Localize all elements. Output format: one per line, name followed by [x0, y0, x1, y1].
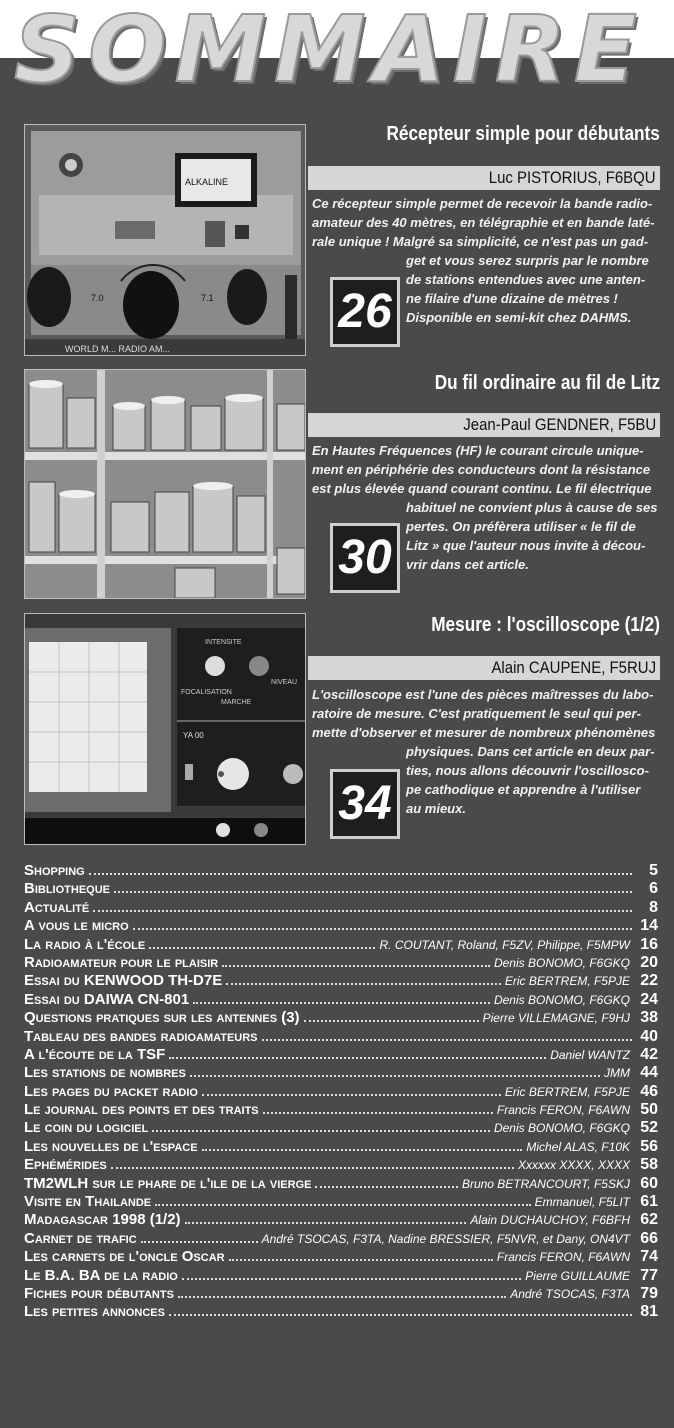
toc-dot-leader: [193, 1002, 490, 1004]
oscilloscope-photo: [24, 613, 306, 845]
toc-label[interactable]: TM2WLH sur le phare de l'ile de la vierge: [24, 1174, 312, 1192]
abstract-line: ratoire de mesure. C'est pratiquement le seul qui per-: [312, 706, 641, 721]
toc-dot-leader: [315, 1186, 457, 1188]
toc-label[interactable]: Questions pratiques sur les antennes (3): [24, 1009, 300, 1027]
toc-row[interactable]: [24, 880, 658, 898]
toc-page-number[interactable]: 81: [640, 1303, 658, 1321]
page-number-box[interactable]: 34: [330, 769, 400, 839]
toc-label[interactable]: Carnet de trafic: [24, 1229, 137, 1247]
author-bar: [308, 166, 660, 190]
toc-label[interactable]: Les carnets de l'oncle Oscar: [24, 1248, 225, 1266]
channel-label: YA 00: [183, 731, 204, 740]
toc-page-number[interactable]: 44: [640, 1064, 658, 1082]
toc-author: JMM: [604, 1066, 630, 1081]
dial-label-left: 7.0: [91, 293, 104, 303]
toc-row[interactable]: [24, 972, 658, 990]
abstract-line: amateur des 40 mètres, en télégraphie et en bande laté-: [312, 215, 655, 230]
toc-author: Eric BERTREM, F5PJE: [504, 974, 630, 989]
toc-dot-leader: [226, 983, 501, 985]
toc-label[interactable]: Les nouvelles de l'espace: [24, 1137, 198, 1155]
toc-dot-leader: [111, 1167, 514, 1169]
panel-label: WORLD M... RADIO AM...: [65, 344, 171, 354]
article-oscilloscope[interactable]: [24, 613, 660, 845]
toc-label[interactable]: Les stations de nombres: [24, 1064, 186, 1082]
toc-dot-leader: [152, 1130, 490, 1132]
toc-row[interactable]: [24, 1009, 658, 1027]
toc-row[interactable]: [24, 1064, 658, 1082]
toc-author: R. COUTANT, Roland, F5ZV, Philippe, F5MPW: [379, 937, 630, 952]
toc-author: Denis BONOMO, F6GKQ: [493, 1121, 630, 1136]
toc-row[interactable]: [24, 1046, 658, 1064]
abstract-line: habituel ne convient plus à cause de ses: [406, 500, 658, 515]
toc-dot-leader: [149, 947, 375, 949]
page-title: SOMMAIRE: [14, 2, 645, 98]
toc-label[interactable]: Shopping: [24, 862, 85, 879]
toc-author: Denis BONOMO, F6GKQ: [493, 955, 630, 970]
toc-row[interactable]: [24, 1028, 658, 1046]
page-number-box[interactable]: 26: [330, 277, 400, 347]
toc-label[interactable]: Les petites annonces: [24, 1303, 165, 1321]
page-number-box[interactable]: 30: [330, 523, 400, 593]
abstract-line: Disponible en semi-kit chez DAHMS.: [406, 310, 632, 325]
toc-label[interactable]: A vous le micro: [24, 917, 129, 935]
article-title: Récepteur simple pour débutants: [386, 123, 660, 145]
toc-author: André TSOCAS, F3TA, Nadine BRESSIER, F5NVR, et Dany, ON4VT: [261, 1231, 630, 1246]
table-of-contents: [24, 862, 658, 1322]
toc-row[interactable]: [24, 954, 658, 972]
toc-dot-leader: [202, 1094, 501, 1096]
toc-row[interactable]: [24, 1211, 658, 1229]
toc-page-number[interactable]: 66: [640, 1229, 658, 1247]
abstract-line: pe cathodique et apprendre à l'utiliser: [406, 782, 641, 797]
toc-row[interactable]: [24, 1138, 658, 1156]
abstract-line: Litz » que l'auteur nous invite à décou-: [406, 538, 646, 553]
power-label: MARCHE: [221, 699, 252, 706]
abstract-line: de stations entendues avec une anten-: [406, 272, 646, 287]
abstract-line: physiques. Dans cet article en deux par-: [406, 744, 655, 759]
toc-dot-leader: [262, 1039, 632, 1041]
toc-page-number[interactable]: 58: [640, 1156, 658, 1174]
toc-dot-leader: [229, 1259, 493, 1261]
toc-page-number[interactable]: 56: [640, 1137, 658, 1155]
toc-row[interactable]: [24, 917, 658, 935]
article-title: Du fil ordinaire au fil de Litz: [434, 372, 660, 394]
toc-label[interactable]: Bibliotheque: [24, 880, 111, 898]
wire-spools-photo: [24, 369, 306, 599]
article-author: Alain CAUPENE, F5RUJ: [491, 658, 656, 677]
article-author: Luc PISTORIUS, F6BQU: [489, 168, 656, 187]
level-label: NIVEAU: [271, 679, 298, 686]
toc-author: André TSOCAS, F3TA: [510, 1286, 630, 1301]
toc-row[interactable]: [24, 1230, 658, 1248]
toc-page-number[interactable]: 24: [640, 990, 658, 1008]
toc-row[interactable]: [24, 991, 658, 1009]
toc-label[interactable]: Le journal des points et des traits: [24, 1101, 259, 1119]
toc-row[interactable]: [24, 862, 658, 880]
toc-page-number[interactable]: 6: [649, 880, 658, 898]
toc-dot-leader: [304, 1020, 479, 1022]
toc-author: Francis FERON, F6AWN: [496, 1250, 630, 1265]
toc-page-number[interactable]: 40: [640, 1027, 658, 1045]
toc-author: Denis BONOMO, F6GKQ: [493, 992, 630, 1007]
toc-row[interactable]: [24, 1267, 658, 1285]
toc-dot-leader: [141, 1241, 258, 1243]
toc-label[interactable]: A l'écoute de la TSF: [24, 1045, 166, 1063]
toc-author: Pierre GUILLAUME: [525, 1268, 630, 1283]
abstract-line: get et vous serez surpris par le nombre: [406, 253, 649, 268]
toc-page-number[interactable]: 77: [640, 1266, 658, 1284]
toc-row[interactable]: [24, 1119, 658, 1137]
toc-row[interactable]: [24, 1156, 658, 1174]
toc-page-number[interactable]: 50: [640, 1101, 658, 1119]
abstract-line: Ce récepteur simple permet de recevoir la bande radio-: [312, 196, 653, 211]
toc-page-number[interactable]: 20: [640, 953, 658, 971]
toc-dot-leader: [155, 1204, 531, 1206]
toc-dot-leader: [114, 891, 632, 893]
toc-label[interactable]: Fiches pour débutants: [24, 1284, 174, 1302]
toc-row[interactable]: [24, 936, 658, 954]
toc-dot-leader: [263, 1112, 493, 1114]
abstract-line: rale unique ! Malgré sa simplicité, ce n'est pas un gad-: [312, 234, 649, 249]
toc-page-number[interactable]: 22: [640, 972, 658, 990]
toc-author: Alain DUCHAUCHOY, F6BFH: [470, 1213, 630, 1228]
toc-label[interactable]: Essai du KENWOOD TH-D7E: [24, 972, 223, 990]
abstract-line: pertes. On préfèrera utiliser « le fil de: [406, 519, 636, 534]
abstract-line: mette d'observer et mesurer de nombreux phénomènes: [312, 725, 656, 740]
toc-author: Daniel WANTZ: [550, 1047, 630, 1062]
toc-dot-leader: [93, 910, 632, 912]
battery-label: ALKALINE: [185, 177, 229, 187]
toc-label[interactable]: Actualité: [24, 898, 90, 916]
abstract-line: L'oscilloscope est l'une des pièces maîtresses du labo-: [312, 687, 654, 702]
toc-row[interactable]: [24, 899, 658, 917]
toc-page-number[interactable]: 52: [640, 1119, 658, 1137]
toc-page-number[interactable]: 61: [640, 1193, 658, 1211]
toc-dot-leader: [133, 928, 632, 930]
author-bar: [308, 413, 660, 437]
focus-label: FOCALISATION: [181, 689, 232, 696]
author-bar: [308, 656, 660, 680]
toc-page-number[interactable]: 16: [640, 935, 658, 953]
toc-dot-leader: [178, 1296, 506, 1298]
toc-dot-leader: [202, 1149, 523, 1151]
toc-label[interactable]: Les pages du packet radio: [24, 1082, 198, 1100]
toc-label[interactable]: Le B.A. BA de la radio: [24, 1266, 178, 1284]
abstract-line: ment en périphérie des conducteurs dont la résistance: [312, 462, 651, 477]
toc-page-number[interactable]: 60: [640, 1174, 658, 1192]
abstract-line: ties, nous allons découvrir l'oscillosco-: [406, 763, 649, 778]
toc-page-number[interactable]: 8: [649, 898, 658, 916]
abstract-line: est plus élevée quand courant continu. Le fil électrique: [312, 481, 652, 496]
toc-page-number[interactable]: 74: [640, 1248, 658, 1266]
toc-author: Emmanuel, F5LIT: [534, 1195, 630, 1210]
toc-dot-leader: [169, 1314, 632, 1316]
toc-label[interactable]: La radio à l'école: [24, 935, 146, 953]
toc-dot-leader: [182, 1278, 521, 1280]
toc-row[interactable]: [24, 1303, 658, 1321]
abstract-line: vrir dans cet article.: [406, 557, 529, 572]
toc-author: Michel ALAS, F10K: [526, 1139, 630, 1154]
toc-label[interactable]: Le coin du logiciel: [24, 1119, 149, 1137]
toc-author: Pierre VILLEMAGNE, F9HJ: [482, 1011, 630, 1026]
toc-dot-leader: [89, 873, 632, 875]
toc-page-number[interactable]: 14: [640, 917, 658, 935]
toc-page-number[interactable]: 5: [649, 862, 658, 879]
toc-page-number[interactable]: 42: [640, 1045, 658, 1063]
toc-author: Eric BERTREM, F5PJE: [504, 1084, 630, 1099]
toc-dot-leader: [185, 1222, 467, 1224]
toc-page-number[interactable]: 46: [640, 1082, 658, 1100]
toc-author: Xxxxxx XXXX, XXXX: [517, 1158, 630, 1173]
article-litz-wire[interactable]: [24, 369, 660, 599]
receiver-photo: [24, 124, 306, 356]
toc-row[interactable]: [24, 1175, 658, 1193]
toc-author: Francis FERON, F6AWN: [496, 1103, 630, 1118]
toc-page-number[interactable]: 38: [640, 1009, 658, 1027]
toc-label[interactable]: Visite en Thailande: [24, 1193, 152, 1211]
toc-dot-leader: [190, 1075, 600, 1077]
abstract-line: au mieux.: [406, 801, 466, 816]
toc-label[interactable]: Madagascar 1998 (1/2): [24, 1211, 181, 1229]
toc-label[interactable]: Radioamateur pour le plaisir: [24, 953, 219, 971]
toc-row[interactable]: [24, 1248, 658, 1266]
toc-dot-leader: [222, 965, 490, 967]
toc-page-number[interactable]: 62: [640, 1211, 658, 1229]
toc-label[interactable]: Tableau des bandes radioamateurs: [24, 1027, 258, 1045]
dial-label-right: 7.1: [201, 293, 214, 303]
toc-row[interactable]: [24, 1285, 658, 1303]
article-author: Jean-Paul GENDNER, F5BU: [463, 415, 656, 434]
toc-row[interactable]: [24, 1083, 658, 1101]
toc-row[interactable]: [24, 1101, 658, 1119]
abstract-line: ne filaire d'une dizaine de mètres !: [406, 291, 618, 306]
toc-author: Bruno BETRANCOURT, F5SKJ: [461, 1176, 630, 1191]
toc-label[interactable]: Ephémérides: [24, 1156, 107, 1174]
abstract-line: En Hautes Fréquences (HF) le courant circule unique-: [312, 443, 644, 458]
toc-page-number[interactable]: 79: [640, 1284, 658, 1302]
article-receiver[interactable]: [24, 124, 660, 356]
intensity-label: INTENSITE: [205, 639, 242, 646]
toc-dot-leader: [169, 1057, 546, 1059]
article-title: Mesure : l'oscilloscope (1/2): [431, 614, 660, 636]
toc-label[interactable]: Essai du DAIWA CN-801: [24, 990, 190, 1008]
toc-row[interactable]: [24, 1193, 658, 1211]
